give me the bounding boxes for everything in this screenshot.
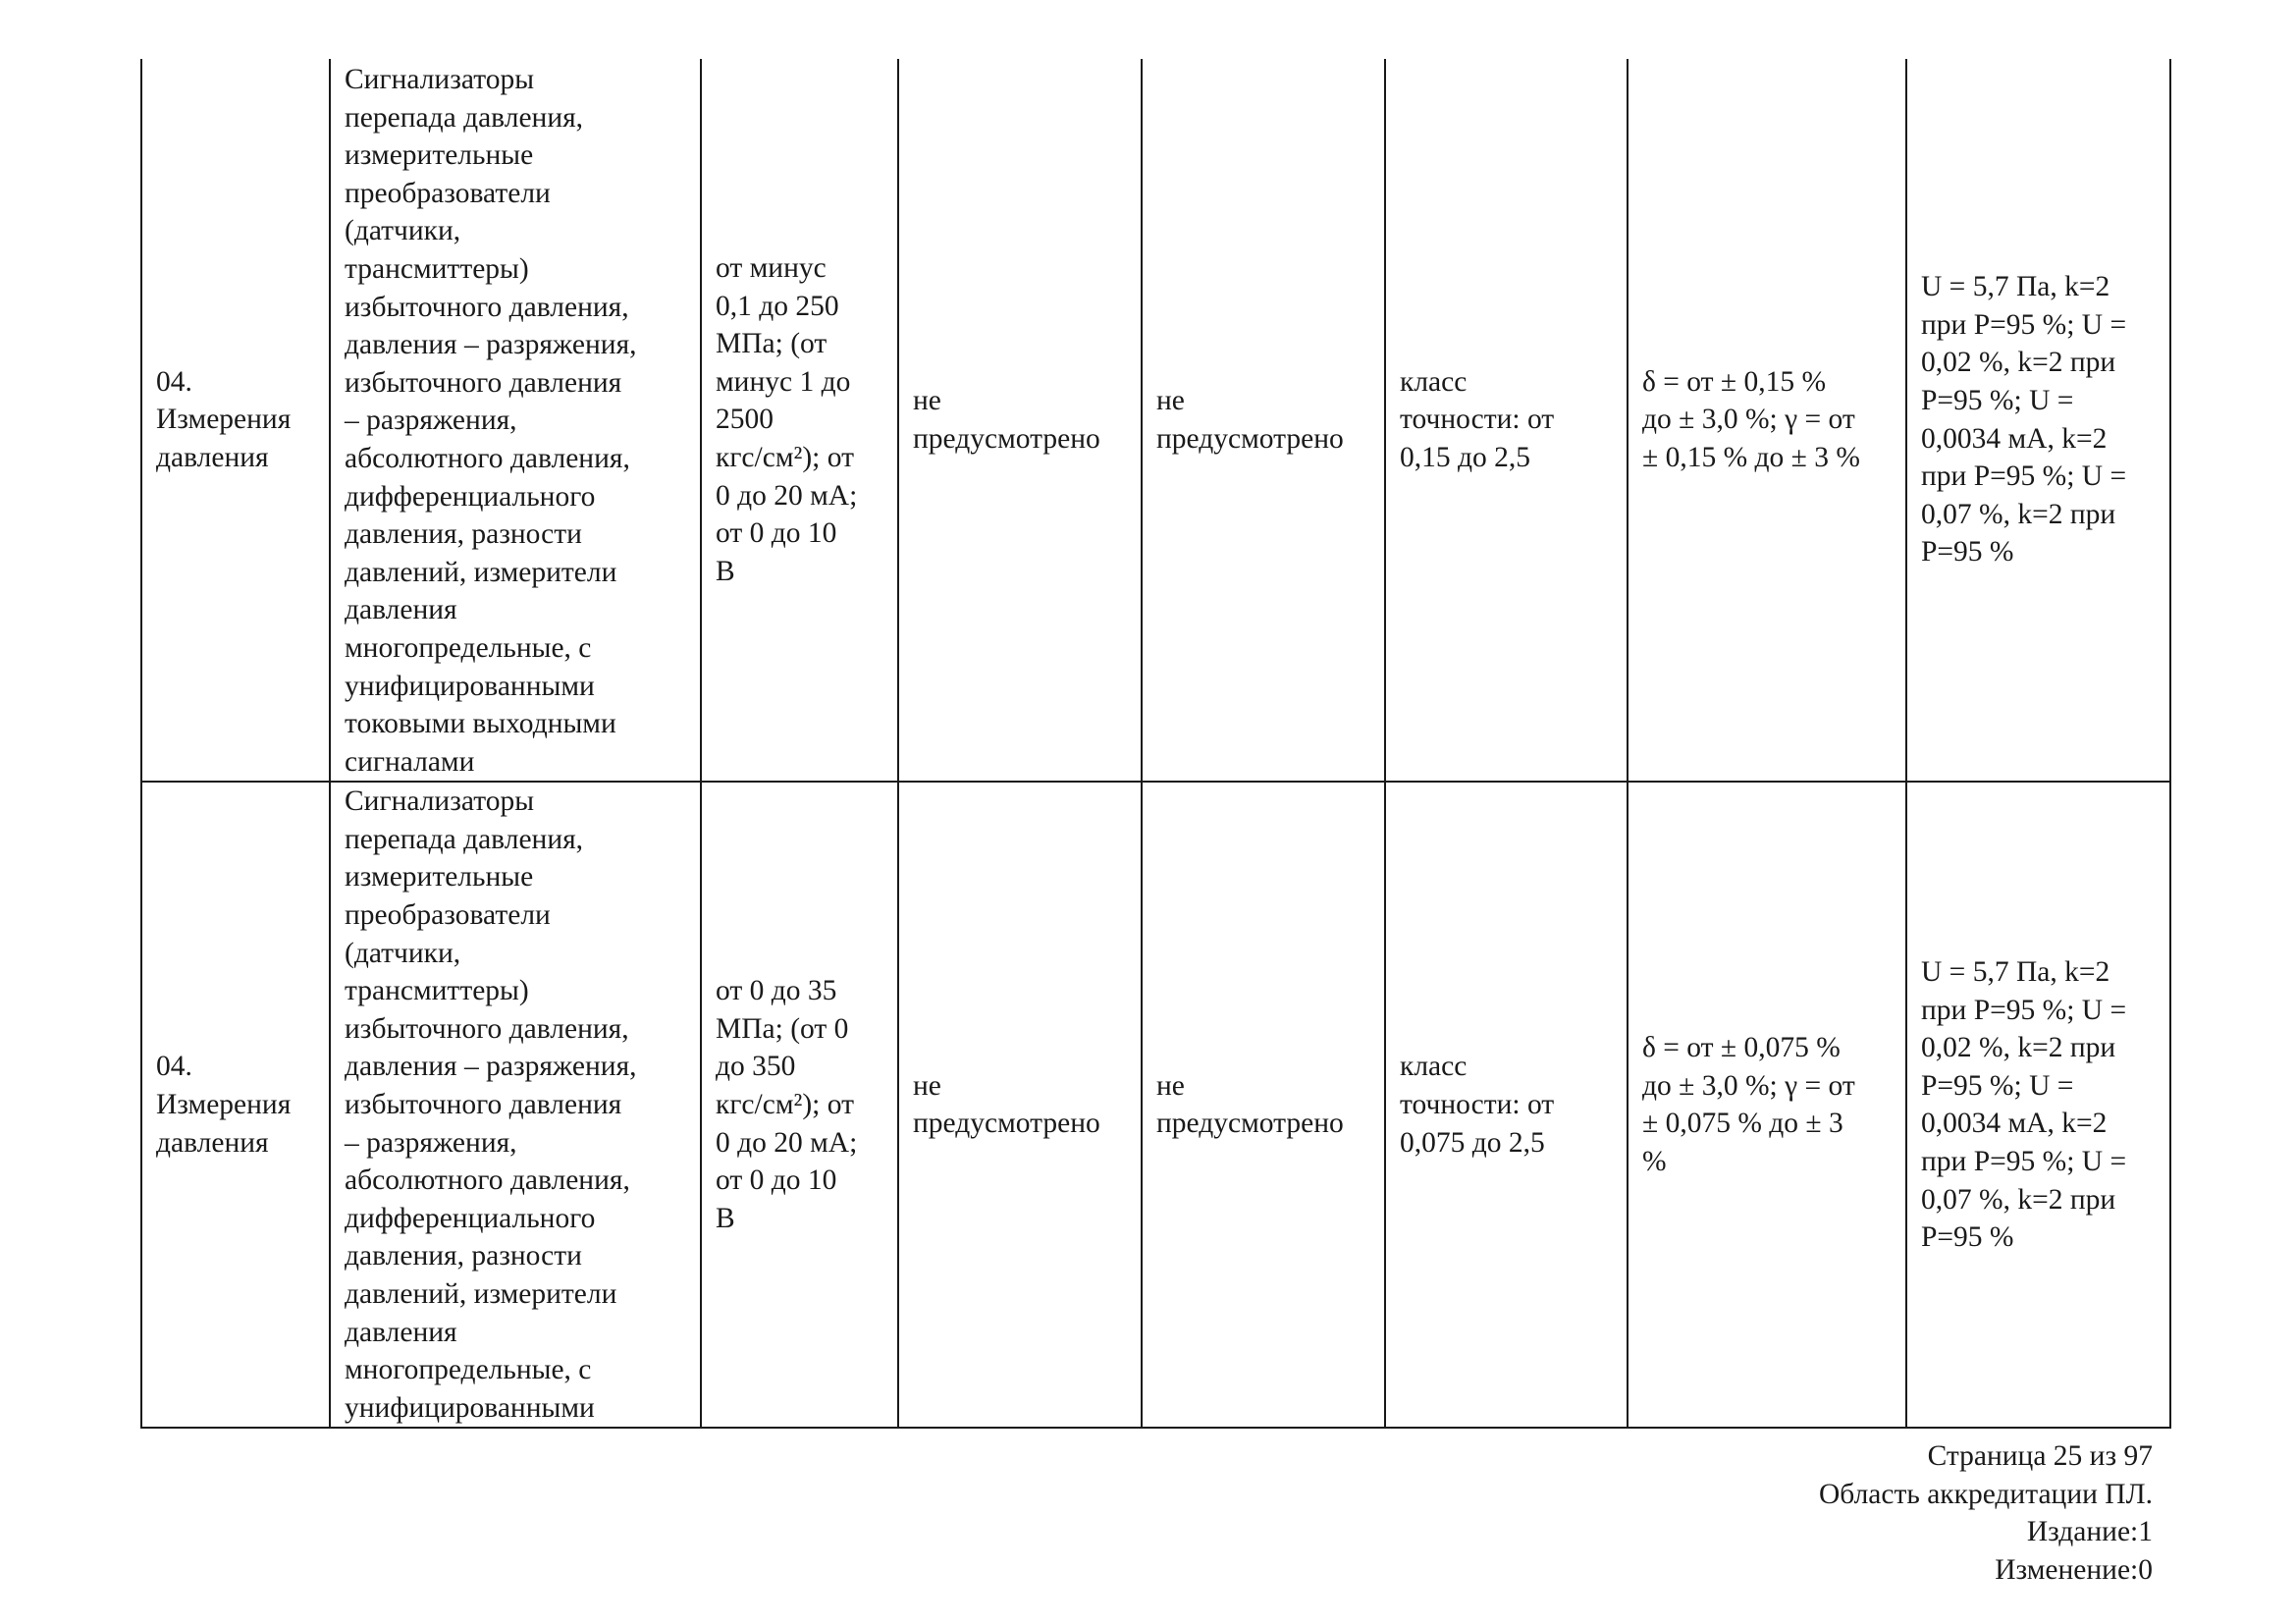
cell-text-line: избыточного давления, bbox=[345, 291, 629, 323]
cell-text-line: до ± 3,0 %; γ = от bbox=[1642, 404, 1855, 436]
cell-text-line: дифференциального bbox=[345, 1202, 596, 1234]
not-provided-cell bbox=[898, 59, 1142, 782]
not-provided-cell bbox=[1142, 782, 1385, 1428]
change-label: Изменение:0 bbox=[1995, 1553, 2153, 1586]
cell-text-line: кгс/см²); от bbox=[716, 441, 854, 473]
cell-text-line: предусмотрено bbox=[913, 1108, 1100, 1140]
measurement-range-cell bbox=[701, 59, 898, 782]
cell-text-line: 0 до 20 мА; bbox=[716, 1126, 858, 1159]
cell-text-line: при Р=95 %; U = bbox=[1921, 1145, 2127, 1177]
accuracy-class-cell bbox=[1385, 782, 1628, 1428]
cell-text-line: не bbox=[1156, 1069, 1185, 1102]
cell-text-line: давления, разности bbox=[345, 1240, 582, 1272]
cell-text-line: давления, разности bbox=[345, 518, 582, 551]
cell-text-line: измерительные bbox=[345, 861, 534, 893]
cell-text-line: при Р=95 %; U = bbox=[1921, 460, 2127, 493]
cell-text-line: минус 1 до bbox=[716, 365, 851, 398]
cell-text-line: 0,0034 мА, k=2 bbox=[1921, 1108, 2108, 1140]
cell-text-line: Сигнализаторы bbox=[345, 64, 535, 95]
cell-text-line: не bbox=[913, 385, 941, 417]
table-row bbox=[141, 59, 2170, 782]
cell-text-line: 0,0034 мА, k=2 bbox=[1921, 422, 2108, 455]
cell-text-line: избыточного давления bbox=[345, 366, 622, 399]
cell-text-line: многопредельные, с bbox=[345, 631, 592, 664]
cell-text-line: абсолютного давления, bbox=[345, 1164, 630, 1197]
page-number: Страница 25 из 97 bbox=[1927, 1440, 2153, 1472]
cell-text-line: многопредельные, с bbox=[345, 1354, 592, 1386]
measurement-range-cell bbox=[701, 782, 898, 1428]
cell-text-line: перепада давления, bbox=[345, 823, 584, 855]
cell-text-line: 04. bbox=[156, 365, 192, 398]
cell-text-line: абсолютного давления, bbox=[345, 442, 630, 474]
cell-text-line: от 0 до 10 bbox=[716, 1164, 837, 1197]
cell-text-line: предусмотрено bbox=[1156, 1108, 1344, 1140]
cell-text-line: U = 5,7 Па, k=2 bbox=[1921, 271, 2110, 303]
instrument-description-cell bbox=[330, 59, 701, 782]
cell-text-line: давлений, измерители bbox=[345, 556, 617, 588]
cell-text-line: не bbox=[913, 1069, 941, 1102]
cell-text-line: Измерения bbox=[156, 404, 292, 436]
cell-text-line: кгс/см²); от bbox=[716, 1089, 854, 1121]
page-footer bbox=[1819, 1437, 2153, 1589]
cell-text-line: давления bbox=[345, 1316, 457, 1348]
cell-text-line: % bbox=[1642, 1145, 1667, 1177]
measurement-area-cell bbox=[141, 59, 330, 782]
cell-text-line: 0,075 до 2,5 bbox=[1400, 1126, 1545, 1159]
cell-text-line: класс bbox=[1400, 1051, 1468, 1083]
cell-text-line: от 0 до 10 bbox=[716, 517, 837, 550]
cell-text-line: не bbox=[1156, 385, 1185, 417]
cell-text-line: – разряжения, bbox=[345, 1126, 517, 1159]
cell-text-line: Р=95 %; U = bbox=[1921, 1069, 2074, 1102]
cell-text-line: избыточного давления, bbox=[345, 1012, 629, 1045]
cell-text-line: Сигнализаторы bbox=[345, 785, 535, 818]
cell-text-line: трансмиттеры) bbox=[345, 975, 529, 1007]
error-limits-cell bbox=[1628, 59, 1906, 782]
cell-text-line: токовыми выходными bbox=[345, 708, 616, 740]
cell-text-line: предусмотрено bbox=[1156, 422, 1344, 455]
cell-text-line: 0,1 до 250 bbox=[716, 290, 839, 322]
cell-text-line: давления – разряжения, bbox=[345, 329, 637, 361]
cell-text-line: 0,02 %, k=2 при bbox=[1921, 1032, 2116, 1064]
cell-text-line: унифицированными bbox=[345, 670, 595, 702]
cell-text-line: до ± 3,0 %; γ = от bbox=[1642, 1069, 1855, 1102]
cell-text-line: до 350 bbox=[716, 1051, 796, 1083]
cell-text-line: ± 0,075 % до ± 3 bbox=[1642, 1108, 1843, 1140]
cell-text-line: трансмиттеры) bbox=[345, 252, 529, 285]
cell-text-line: давления bbox=[345, 594, 457, 626]
not-provided-cell bbox=[898, 782, 1142, 1428]
cell-text-line: δ = от ± 0,075 % bbox=[1642, 1032, 1841, 1064]
cell-text-line: 0,02 %, k=2 при bbox=[1921, 347, 2116, 379]
cell-text-line: давления bbox=[156, 1126, 269, 1159]
measurement-area-cell bbox=[141, 782, 330, 1428]
cell-text-line: Р=95 % bbox=[1921, 536, 2014, 568]
accuracy-class-cell bbox=[1385, 59, 1628, 782]
cell-text-line: (датчики, bbox=[345, 215, 461, 247]
cell-text-line: 0,15 до 2,5 bbox=[1400, 441, 1531, 473]
cell-text-line: дифференциального bbox=[345, 480, 596, 513]
not-provided-cell bbox=[1142, 59, 1385, 782]
accreditation-scope-label: Область аккредитации ПЛ. bbox=[1819, 1478, 2153, 1510]
uncertainty-cell bbox=[1906, 59, 2170, 782]
cell-text-line: при Р=95 %; U = bbox=[1921, 308, 2127, 341]
cell-text-line: В bbox=[716, 1202, 735, 1234]
cell-text-line: (датчики, bbox=[345, 937, 461, 969]
cell-text-line: измерительные bbox=[345, 139, 534, 172]
cell-text-line: от 0 до 35 bbox=[716, 975, 837, 1007]
error-limits-cell bbox=[1628, 782, 1906, 1428]
cell-text-line: точности: от bbox=[1400, 1089, 1555, 1121]
cell-text-line: 0 до 20 мА; bbox=[716, 479, 858, 512]
cell-text-line: от минус bbox=[716, 251, 827, 284]
instrument-description-cell bbox=[330, 782, 701, 1428]
cell-text-line: Измерения bbox=[156, 1089, 292, 1121]
cell-text-line: предусмотрено bbox=[913, 422, 1100, 455]
cell-text-line: перепада давления, bbox=[345, 101, 584, 134]
cell-text-line: ± 0,15 % до ± 3 % bbox=[1642, 441, 1860, 473]
cell-text-line: избыточного давления bbox=[345, 1089, 622, 1121]
cell-text-line: давления – разряжения, bbox=[345, 1051, 637, 1083]
cell-text-line: преобразователи bbox=[345, 177, 551, 209]
cell-text-line: при Р=95 %; U = bbox=[1921, 994, 2127, 1026]
cell-text-line: Р=95 %; U = bbox=[1921, 385, 2074, 417]
cell-text-line: В bbox=[716, 555, 735, 587]
cell-text-line: класс bbox=[1400, 365, 1468, 398]
cell-text-line: преобразователи bbox=[345, 899, 551, 932]
cell-text-line: 2500 bbox=[716, 404, 774, 436]
cell-text-line: точности: от bbox=[1400, 404, 1555, 436]
table-row bbox=[141, 782, 2170, 1428]
cell-text-line: – разряжения, bbox=[345, 405, 517, 437]
edition-label: Издание:1 bbox=[2026, 1516, 2153, 1548]
cell-text-line: МПа; (от bbox=[716, 328, 828, 360]
cell-text-line: U = 5,7 Па, k=2 bbox=[1921, 955, 2110, 988]
cell-text-line: МПа; (от 0 bbox=[716, 1012, 849, 1045]
cell-text-line: унифицированными bbox=[345, 1391, 595, 1424]
cell-text-line: давления bbox=[156, 441, 269, 473]
cell-text-line: давлений, измерители bbox=[345, 1278, 617, 1310]
cell-text-line: 04. bbox=[156, 1051, 192, 1083]
cell-text-line: 0,07 %, k=2 при bbox=[1921, 498, 2116, 530]
cell-text-line: δ = от ± 0,15 % bbox=[1642, 365, 1827, 398]
uncertainty-cell bbox=[1906, 782, 2170, 1428]
cell-text-line: 0,07 %, k=2 при bbox=[1921, 1183, 2116, 1216]
cell-text-line: сигналами bbox=[345, 745, 475, 778]
accreditation-table bbox=[140, 59, 2171, 1429]
cell-text-line: Р=95 % bbox=[1921, 1221, 2014, 1254]
